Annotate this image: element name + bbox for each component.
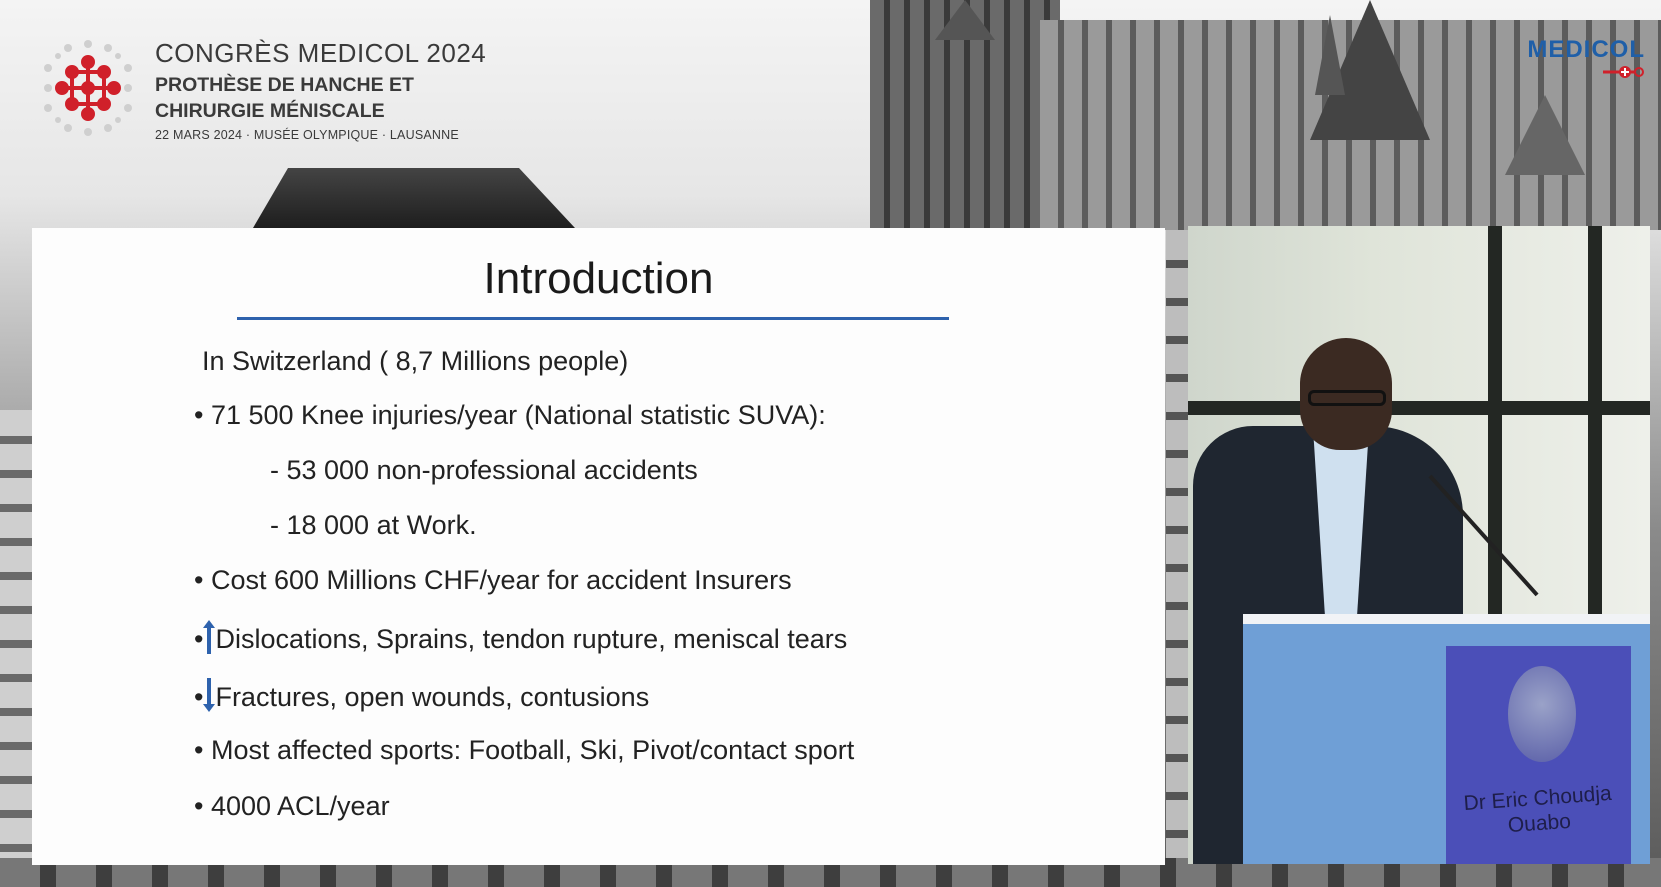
speaker-name-line2: Ouabo: [1507, 809, 1572, 838]
speaker-portrait: [1508, 666, 1576, 762]
bullet-increase-text: Dislocations, Sprains, tendon rupture, meniscal tears: [215, 624, 848, 654]
rooftop-shape: [225, 168, 575, 228]
glasses-icon: [1308, 390, 1386, 406]
window-frame: [1188, 401, 1650, 415]
bullet-cost: • Cost 600 Millions CHF/year for accident Insurers: [194, 565, 792, 595]
bullet-decrease-text: Fractures, open wounds, contusions: [215, 682, 650, 712]
brand-name: MEDICOL: [1527, 36, 1645, 63]
middle-building: [1166, 230, 1188, 887]
conference-subtitle-line1: PROTHÈSE DE HANCHE ET: [155, 74, 414, 96]
left-building: [0, 410, 32, 887]
conference-meta: 22 MARS 2024 · MUSÉE OLYMPIQUE · LAUSANNE: [155, 128, 459, 142]
sub-bullet-non-professional: - 53 000 non-professional accidents: [270, 455, 698, 485]
speaker-video: [1188, 226, 1650, 864]
slide-intro: In Switzerland ( 8,7 Millions people): [202, 346, 629, 376]
conference-subtitle-line2: CHIRURGIE MÉNISCALE: [155, 100, 385, 122]
bullet-increase: [194, 620, 847, 655]
slide-title: Introduction: [483, 254, 714, 303]
medicol-brand: [1527, 36, 1645, 80]
conference-subtitle: [155, 72, 414, 124]
bullet-decrease-marker: •: [194, 682, 204, 712]
bullet-increase-marker: •: [194, 624, 204, 654]
medicol-cross-logo-icon: [38, 38, 138, 138]
speaker-name-line1: Dr Eric Choudja: [1462, 781, 1613, 816]
arrow-up-icon: [203, 620, 215, 654]
bullet-acl: • 4000 ACL/year: [194, 791, 390, 821]
presentation-slide: [32, 228, 1165, 865]
bullet-decrease: [194, 678, 649, 713]
title-underline: [237, 317, 949, 320]
bullet-sports: • Most affected sports: Football, Ski, Pivot/contact sport: [194, 735, 855, 765]
brand-mark-icon: [1601, 64, 1645, 80]
arrow-down-icon: [203, 678, 215, 712]
conference-title: CONGRÈS MEDICOL 2024: [155, 38, 487, 68]
sub-bullet-work: - 18 000 at Work.: [270, 510, 477, 540]
bullet-knee-injuries: • 71 500 Knee injuries/year (National statistic SUVA):: [194, 400, 826, 430]
